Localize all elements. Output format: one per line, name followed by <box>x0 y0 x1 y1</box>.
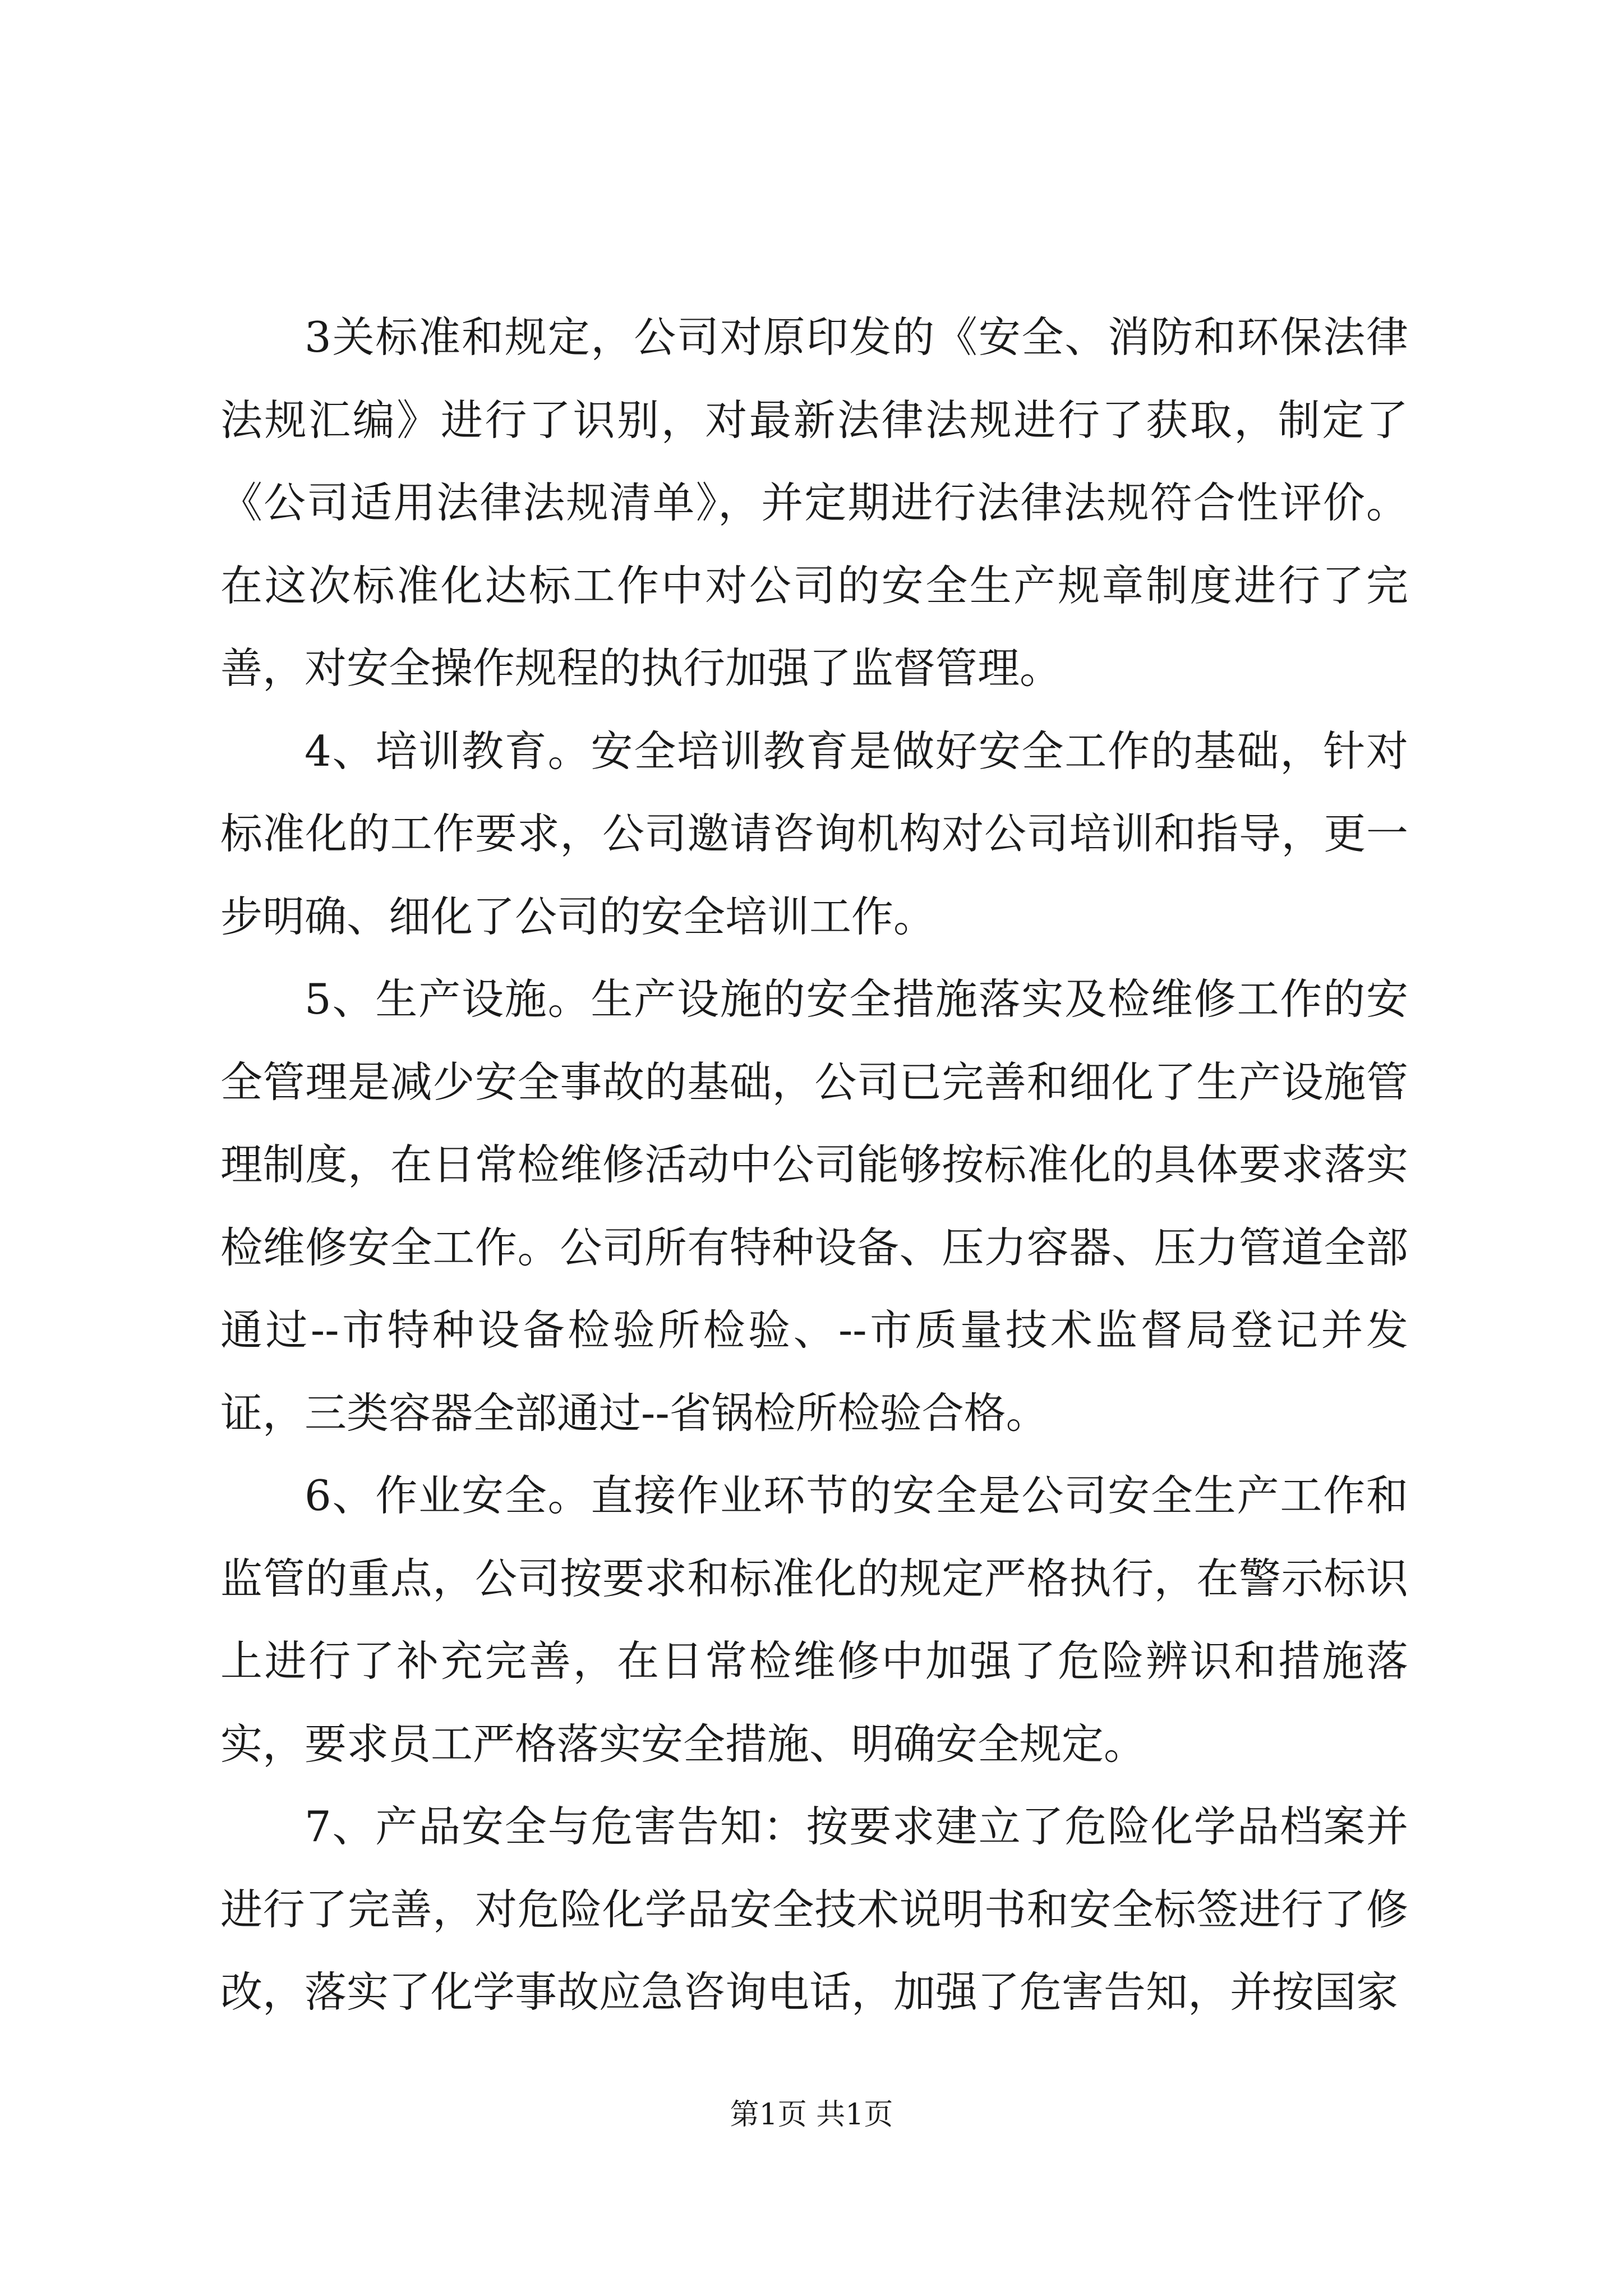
paragraph-7-product-safety: 7、产品安全与危害告知：按要求建立了危险化学品档案并进行了完善，对危险化学品安全技术说明书和安全标签进行了修改，落实了化学事故应急咨询电话，加强了危害告知，并按国家 <box>220 1802 1408 2017</box>
paragraph-5-facilities: 5、生产设施。生产设施的安全措施落实及检维修工作的安全管理是减少安全事故的基础，公司已完善和细化了生产设施管理制度，在日常检维修活动中公司能够按标准化的具体要求落实检维修安全工作。公司所有特种设备、压力容器、压力管道全部通过--市特种设备检验所检验、--市质量技术监督局登记并发证，三类容器全部通过--省锅检所检验合格。 <box>220 974 1408 1438</box>
paragraph-3-regulations: 3关标准和规定，公司对原印发的《安全、消防和环保法律法规汇编》进行了识别，对最新法律法规进行了获取，制定了《公司适用法律法规清单》，并定期进行法律法规符合性评价。在这次标准化达标工作中对公司的安全生产规章制度进行了完善，对安全操作规程的执行加强了监督管理。 <box>220 312 1408 693</box>
document-body <box>220 296 1408 2034</box>
paragraph-4-training: 4、培训教育。安全培训教育是做好安全工作的基础，针对标准化的工作要求，公司邀请咨询机构对公司培训和指导，更一步明确、细化了公司的安全培训工作。 <box>220 726 1408 941</box>
page-number-footer: 第1页 共1页 <box>730 2098 893 2132</box>
paragraph-6-operation-safety: 6、作业安全。直接作业环节的安全是公司安全生产工作和监管的重点，公司按要求和标准化的规定严格执行，在警示标识上进行了补充完善，在日常检维修中加强了危险辨识和措施落实，要求员工严格落实安全措施、明确安全规定。 <box>220 1471 1408 1769</box>
